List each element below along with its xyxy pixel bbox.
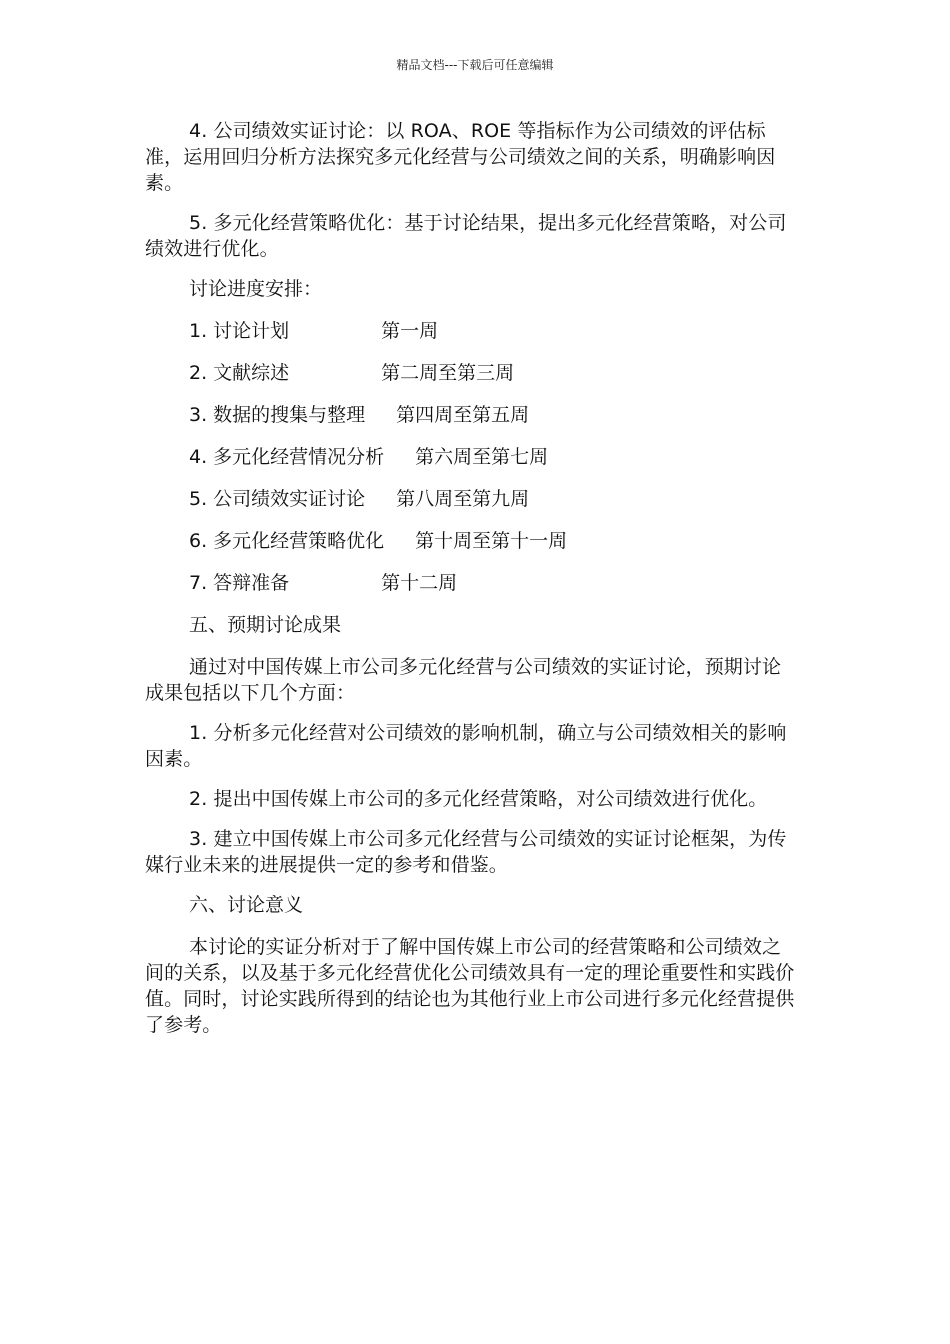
outcome-item: 2. 提出中国传媒上市公司的多元化经营策略，对公司绩效进行优化。 bbox=[189, 788, 768, 810]
schedule-task: 4. 多元化经营情况分析 bbox=[189, 446, 385, 468]
schedule-week: 第四周至第五周 bbox=[396, 404, 530, 426]
schedule-list bbox=[145, 318, 800, 596]
section-heading: 五、预期讨论成果 bbox=[189, 614, 342, 636]
schedule-task: 6. 多元化经营策略优化 bbox=[189, 530, 385, 552]
schedule-title: 讨论进度安排： bbox=[189, 278, 323, 300]
page-header: 精品文档---下载后可任意编辑 bbox=[396, 58, 554, 72]
schedule-week: 第八周至第九周 bbox=[396, 488, 530, 510]
schedule-week: 第一周 bbox=[381, 320, 439, 342]
schedule-row bbox=[145, 444, 800, 470]
schedule-task: 2. 文献综述 bbox=[189, 362, 290, 384]
schedule-week: 第十二周 bbox=[381, 572, 458, 594]
schedule-row bbox=[145, 570, 800, 596]
section-intro: 通过对中国传媒上市公司多元化经营与公司绩效的实证讨论，预期讨论成果包括以下几个方面： bbox=[145, 656, 782, 704]
schedule-week: 第十周至第十一周 bbox=[415, 530, 568, 552]
schedule-row bbox=[145, 318, 800, 344]
schedule-row bbox=[145, 402, 800, 428]
schedule-task: 1. 讨论计划 bbox=[189, 320, 290, 342]
schedule-row bbox=[145, 360, 800, 386]
paragraph-item-4: 4. 公司绩效实证讨论：以 ROA、ROE 等指标作为公司绩效的评估标准，运用回归分析方法探究多元化经营与公司绩效之间的关系，明确影响因素。 bbox=[145, 120, 776, 194]
schedule-task: 3. 数据的搜集与整理 bbox=[189, 404, 366, 426]
outcome-item: 1. 分析多元化经营对公司绩效的影响机制，确立与公司绩效相关的影响因素。 bbox=[145, 722, 787, 770]
section-heading: 六、讨论意义 bbox=[189, 894, 304, 916]
outcome-item: 3. 建立中国传媒上市公司多元化经营与公司绩效的实证讨论框架，为传媒行业未来的进展提供一定的参考和借鉴。 bbox=[145, 828, 787, 876]
schedule-row bbox=[145, 528, 800, 554]
schedule-week: 第二周至第三周 bbox=[381, 362, 515, 384]
schedule-task: 7. 答辩准备 bbox=[189, 572, 290, 594]
schedule-row bbox=[145, 486, 800, 512]
document-body bbox=[145, 118, 800, 1052]
schedule-task: 5. 公司绩效实证讨论 bbox=[189, 488, 366, 510]
paragraph-item-5: 5. 多元化经营策略优化：基于讨论结果，提出多元化经营策略，对公司绩效进行优化。 bbox=[145, 212, 787, 260]
schedule-week: 第六周至第七周 bbox=[415, 446, 549, 468]
significance-paragraph: 本讨论的实证分析对于了解中国传媒上市公司的经营策略和公司绩效之间的关系，以及基于多元化经营优化公司绩效具有一定的理论重要性和实践价值。同时，讨论实践所得到的结论也为其他行业上市公司进行多元化经营提供了参考。 bbox=[145, 936, 795, 1036]
